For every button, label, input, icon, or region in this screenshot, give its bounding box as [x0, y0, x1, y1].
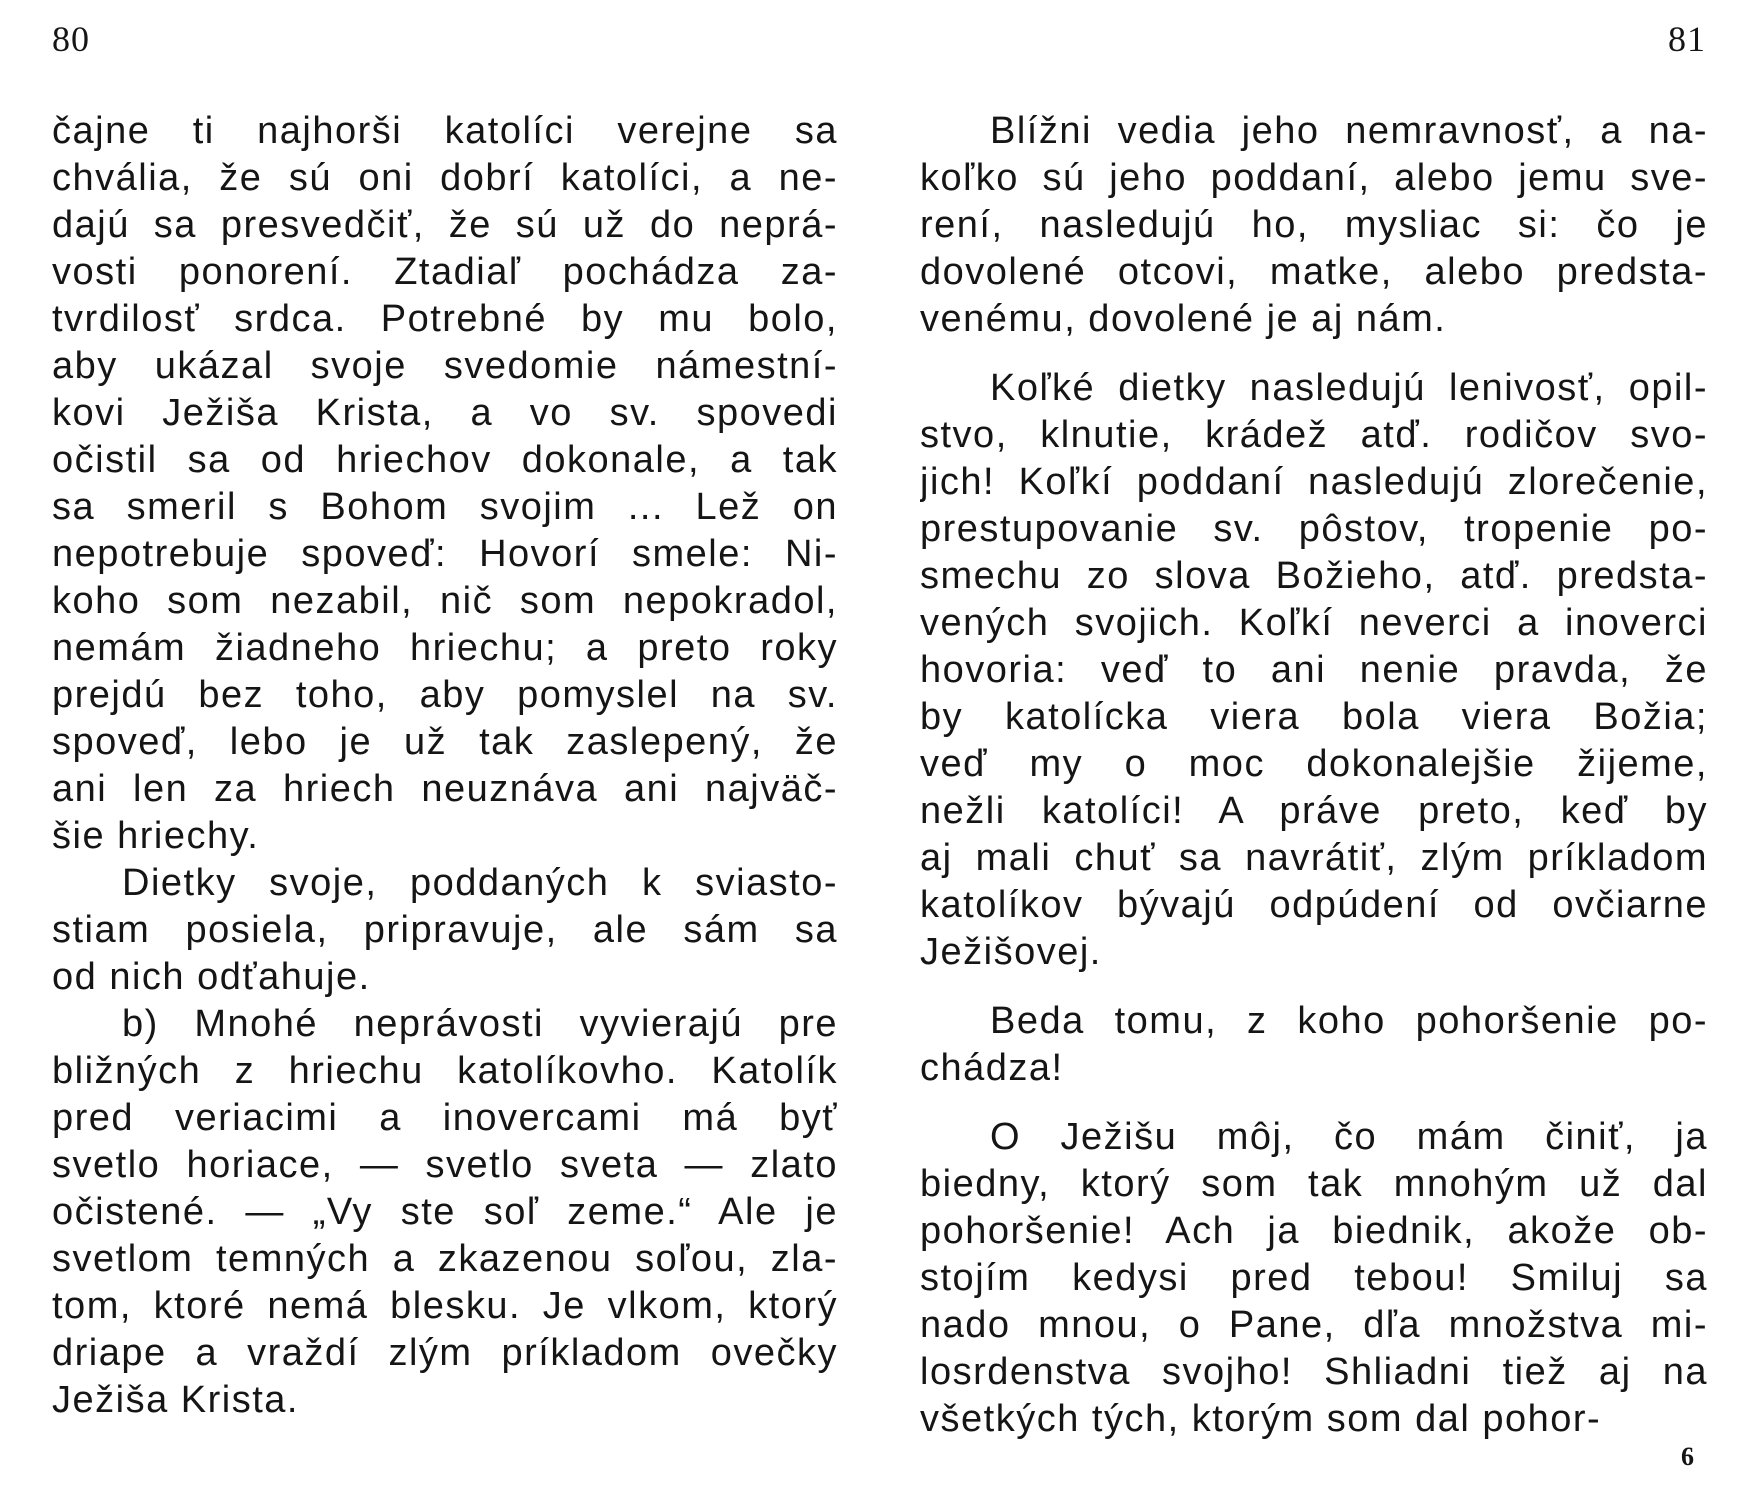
text-line: pred veriacimi a inovercami má byť — [52, 1097, 838, 1139]
right-page-number: 81 — [1668, 19, 1706, 59]
text-line: b) Mnohé neprávosti vyvierajú pre — [122, 1003, 838, 1045]
text-line: svetlo horiace, — svetlo sveta — zlato — [52, 1144, 838, 1186]
right-page-text — [920, 108, 1708, 1443]
text-line: nado mnou, o Pane, dľa množstva mi- — [920, 1304, 1708, 1346]
text-line: venému, dovolené je aj nám. — [920, 298, 1447, 340]
text-line: tvrdilosť srdca. Potrebné by mu bolo, — [52, 298, 838, 340]
text-line: svetlom temných a zkazenou soľou, zla- — [52, 1238, 838, 1280]
text-line: driape a vraždí zlým príkladom ovečky — [52, 1332, 838, 1374]
text-line: nežli katolíci! A práve preto, keď by — [920, 790, 1708, 832]
text-line: spoveď, lebo je už tak zaslepený, že — [52, 721, 838, 763]
text-line: dovolené otcovi, matke, alebo predsta- — [920, 251, 1708, 293]
text-line: Ježišovej. — [920, 931, 1102, 973]
text-line: jich! Koľkí poddaní nasledujú zlorečenie, — [920, 461, 1708, 503]
text-line: bližných z hriechu katolíkovho. Katolík — [52, 1050, 838, 1092]
text-line: Blížni vedia jeho nemravnosť, a na- — [990, 110, 1708, 152]
text-line: biedny, ktorý som tak mnohým už dal — [920, 1163, 1708, 1205]
paragraph — [52, 1001, 838, 1424]
text-line: by katolícka viera bola viera Božia; — [920, 696, 1708, 738]
text-line: hovoria: veď to ani nenie pravda, že — [920, 649, 1708, 691]
text-line: ani len za hriech neuznáva ani najväč- — [52, 768, 838, 810]
text-line: chvália, že sú oni dobrí katolíci, a ne- — [52, 157, 838, 199]
text-line: očistil sa od hriechov dokonale, a tak — [52, 439, 838, 481]
text-line: Ježiša Krista. — [52, 1379, 299, 1421]
paragraph — [920, 108, 1708, 343]
paragraph — [920, 1114, 1708, 1443]
text-line: stiam posiela, pripravuje, ale sám sa — [52, 909, 838, 951]
text-line: nemám žiadneho hriechu; a preto roky — [52, 627, 838, 669]
text-line: sa smeril s Bohom svojim ... Lež on — [52, 486, 838, 528]
text-line: vosti ponorení. Ztadiaľ pochádza za- — [52, 251, 838, 293]
text-line: stojím kedysi pred tebou! Smiluj sa — [920, 1257, 1708, 1299]
text-line: vených svojich. Koľkí neverci a inoverci — [920, 602, 1708, 644]
paragraph — [52, 108, 838, 860]
text-line: očistené. — „Vy ste soľ zeme.“ Ale je — [52, 1191, 838, 1233]
text-line: prejdú bez toho, aby pomyslel na sv. — [52, 674, 838, 716]
text-line: koho som nezabil, nič som nepokradol, — [52, 580, 838, 622]
text-line: Dietky svoje, poddaných k sviasto- — [122, 862, 838, 904]
text-line: pohoršenie! Ach ja biednik, akože ob- — [920, 1210, 1708, 1252]
text-line: aby ukázal svoje svedomie námestní- — [52, 345, 838, 387]
paragraph — [920, 365, 1708, 976]
text-line: od nich odťahuje. — [52, 956, 371, 998]
text-line: smechu zo slova Božieho, atď. predsta- — [920, 555, 1708, 597]
text-line: tom, ktoré nemá blesku. Je vlkom, ktorý — [52, 1285, 838, 1327]
left-page-text — [52, 108, 838, 1424]
text-line: stvo, klnutie, krádež atď. rodičov svo- — [920, 414, 1708, 456]
text-line: nepotrebuje spoveď: Hovorí smele: Ni- — [52, 533, 838, 575]
text-line: rení, nasledujú ho, mysliac si: čo je — [920, 204, 1708, 246]
text-line: kovi Ježiša Krista, a vo sv. spovedi — [52, 392, 838, 434]
text-line: Beda tomu, z koho pohoršenie po- — [990, 1000, 1708, 1042]
text-line: O Ježišu môj, čo mám činiť, ja — [990, 1116, 1708, 1158]
text-line: chádza! — [920, 1047, 1064, 1089]
text-line: koľko sú jeho poddaní, alebo jemu sve- — [920, 157, 1708, 199]
text-line: katolíkov bývajú odpúdení od ovčiarne — [920, 884, 1708, 926]
text-line: šie hriechy. — [52, 815, 260, 857]
text-line: veď my o moc dokonalejšie žijeme, — [920, 743, 1708, 785]
text-line: všetkých tých, ktorým som dal pohor- — [920, 1398, 1602, 1440]
signature-mark: 6 — [1681, 1442, 1694, 1471]
left-page-number: 80 — [52, 19, 90, 59]
text-line: Koľké dietky nasledujú lenivosť, opil- — [990, 367, 1708, 409]
text-line: aj mali chuť sa navrátiť, zlým príkladom — [920, 837, 1708, 879]
text-line: čajne ti najhorši katolíci verejne sa — [52, 110, 838, 152]
text-line: losrdenstva svojho! Shliadni tiež aj na — [920, 1351, 1708, 1393]
paragraph — [920, 998, 1708, 1092]
text-line: prestupovanie sv. pôstov, tropenie po- — [920, 508, 1708, 550]
paragraph — [52, 860, 838, 1001]
text-line: dajú sa presvedčiť, že sú už do neprá- — [52, 204, 838, 246]
